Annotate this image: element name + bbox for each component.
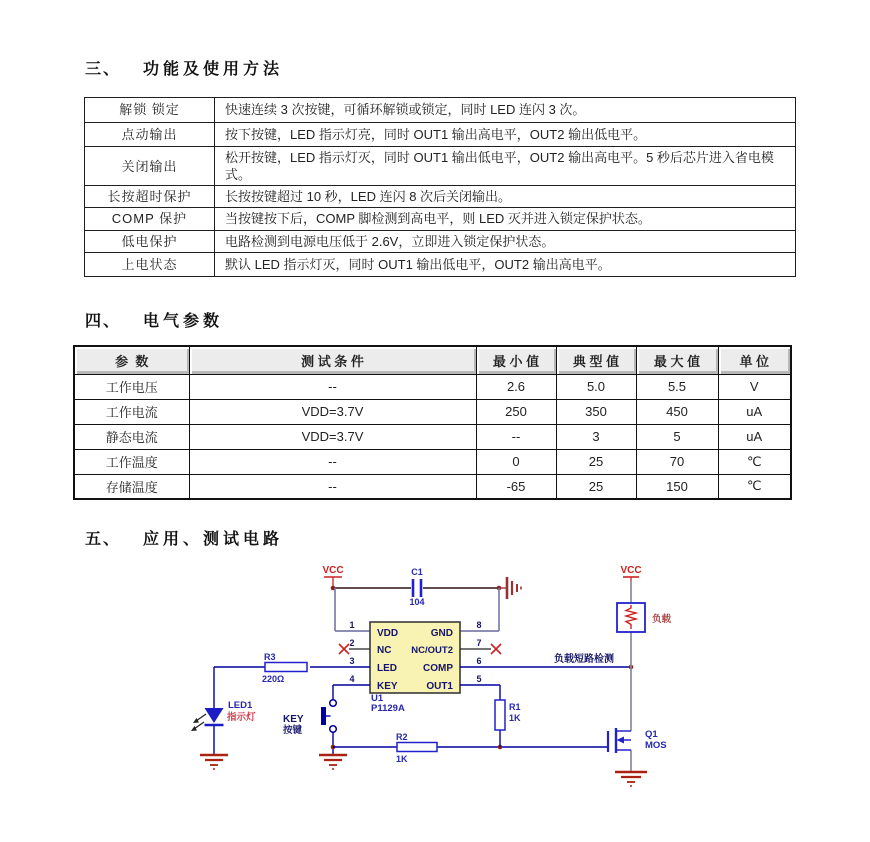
comp-net-label: 负载短路检测 (554, 654, 614, 665)
section-title: 应用、测试电路 (143, 531, 284, 548)
resistor-r2 (396, 732, 437, 764)
function-name-cell: 关闭输出 (85, 147, 215, 186)
function-desc-cell: 当按键按下后，COMP 脚检测到高电平，则 LED 灭并进入锁定保护状态。 (215, 208, 796, 230)
led-led1 (191, 700, 256, 731)
ground-icon-key (319, 755, 347, 769)
ic-part-label: P1129A (371, 703, 405, 714)
min-cell: 2.6 (476, 374, 556, 399)
section-title: 电气参数 (143, 313, 224, 330)
vcc-label: VCC (620, 565, 642, 576)
mosfet-q1 (608, 728, 667, 753)
led-icon (205, 708, 224, 723)
q1-type-label: MOS (645, 740, 667, 751)
pin-number: 4 (349, 674, 355, 684)
function-desc-cell: 电路检测到电源电压低于 2.6V，立即进入锁定保护状态。 (215, 230, 796, 252)
ic-pin-label: NC (377, 645, 392, 656)
led-ref-label: LED1 (228, 700, 253, 711)
unit-cell: uA (718, 399, 791, 424)
button-actuator-icon (321, 707, 326, 725)
unit-cell: ℃ (718, 474, 791, 499)
pin-number: 7 (476, 638, 482, 648)
ground-icon-led (200, 755, 228, 769)
max-cell: 70 (636, 449, 718, 474)
wire-led-net (214, 667, 370, 755)
r1-value-label: 1K (509, 713, 521, 723)
col-header: 最 大 值 (636, 346, 718, 374)
pin-number: 8 (476, 620, 482, 630)
min-cell: -65 (476, 474, 556, 499)
wire-out1-net (460, 685, 500, 747)
q1-ref-label: Q1 (645, 729, 658, 740)
section-number: 五、 (85, 531, 122, 548)
ic-pin-label: LED (377, 663, 397, 674)
unit-cell: V (718, 374, 791, 399)
resistor-r3 (262, 652, 307, 684)
function-name-cell: 点动输出 (85, 123, 215, 147)
typ-cell: 3 (556, 424, 636, 449)
r2-ref-label: R2 (396, 732, 408, 742)
min-cell: 250 (476, 399, 556, 424)
function-desc-cell: 松开按键，LED 指示灯灭，同时 OUT1 输出低电平，OUT2 输出高电平。5 秒后芯片进入省电模式。 (215, 147, 796, 186)
c1-value-label: 104 (409, 597, 425, 607)
ground-icon-mos (615, 772, 647, 786)
condition-cell: -- (189, 449, 476, 474)
function-name-cell: 长按超时保护 (85, 186, 215, 208)
param-cell: 工作电压 (74, 374, 189, 399)
r2-value-label: 1K (396, 754, 408, 764)
col-header: 测 试 条 件 (189, 346, 476, 374)
pin-number: 6 (476, 656, 482, 666)
r1-ref-label: R1 (509, 702, 521, 712)
ic-pin-label: OUT1 (426, 681, 453, 692)
ic-pin-label: VDD (377, 628, 399, 639)
c1-ref-label: C1 (411, 567, 423, 577)
function-name-cell: 上电状态 (85, 252, 215, 276)
wire-comp-net (460, 652, 633, 669)
vcc-label: VCC (322, 565, 344, 576)
led-name-label: 指示灯 (227, 712, 256, 723)
param-cell: 工作电流 (74, 399, 189, 424)
condition-cell: VDD=3.7V (189, 424, 476, 449)
pin-number: 5 (476, 674, 482, 684)
col-header: 典 型 值 (556, 346, 636, 374)
section-title: 功能及使用方法 (143, 61, 284, 78)
pin-number: 1 (349, 620, 355, 630)
condition-cell: VDD=3.7V (189, 399, 476, 424)
r3-ref-label: R3 (264, 652, 276, 662)
ic-pin-label: KEY (377, 681, 398, 692)
key-name-label: 按键 (283, 725, 303, 736)
col-header: 单 位 (718, 346, 791, 374)
col-header: 参 数 (74, 346, 189, 374)
vcc-symbol-right (620, 565, 641, 581)
function-name-cell: 解锁 锁定 (85, 98, 215, 123)
min-cell: -- (476, 424, 556, 449)
function-desc-cell: 快速连续 3 次按键，可循环解锁或锁定，同时 LED 连闪 3 次。 (215, 98, 796, 123)
max-cell: 5.5 (636, 374, 718, 399)
max-cell: 450 (636, 399, 718, 424)
ic-pin-label: COMP (423, 663, 453, 674)
function-name-cell: COMP 保护 (85, 208, 215, 230)
typ-cell: 5.0 (556, 374, 636, 399)
condition-cell: -- (189, 374, 476, 399)
r3-value-label: 220Ω (262, 674, 285, 684)
col-header: 最 小 值 (476, 346, 556, 374)
function-desc-cell: 按下按键，LED 指示灯亮，同时 OUT1 输出高电平，OUT2 输出低电平。 (215, 123, 796, 147)
wire-key-net (333, 685, 370, 754)
typ-cell: 25 (556, 449, 636, 474)
ic-ref-label: U1 (371, 693, 384, 704)
param-cell: 静态电流 (74, 424, 189, 449)
resistor-r1 (495, 700, 521, 730)
pushbutton-key (283, 700, 336, 736)
ground-icon-top (499, 577, 521, 599)
load-box (617, 603, 672, 632)
max-cell: 150 (636, 474, 718, 499)
typ-cell: 350 (556, 399, 636, 424)
section-number: 三、 (85, 61, 122, 78)
key-ref-label: KEY (283, 714, 304, 725)
ic-pin-label: NC/OUT2 (411, 645, 453, 656)
capacitor-c1 (409, 567, 424, 607)
typ-cell: 25 (556, 474, 636, 499)
ic-pin-label: GND (430, 628, 453, 639)
param-cell: 存储温度 (74, 474, 189, 499)
wire-bottom-rail (333, 745, 608, 750)
function-desc-cell: 默认 LED 指示灯灭，同时 OUT1 输出低电平，OUT2 输出高电平。 (215, 252, 796, 276)
unit-cell: uA (718, 424, 791, 449)
min-cell: 0 (476, 449, 556, 474)
load-label: 负载 (652, 614, 672, 625)
function-name-cell: 低电保护 (85, 230, 215, 252)
pin-number: 3 (349, 656, 355, 666)
wire-top-rail (331, 586, 502, 591)
param-cell: 工作温度 (74, 449, 189, 474)
condition-cell: -- (189, 474, 476, 499)
vcc-symbol-left (322, 565, 343, 588)
max-cell: 5 (636, 424, 718, 449)
pin-number: 2 (349, 638, 355, 648)
section-number: 四、 (85, 313, 122, 330)
function-desc-cell: 长按按键超过 10 秒，LED 连闪 8 次后关闭输出。 (215, 186, 796, 208)
unit-cell: ℃ (718, 449, 791, 474)
